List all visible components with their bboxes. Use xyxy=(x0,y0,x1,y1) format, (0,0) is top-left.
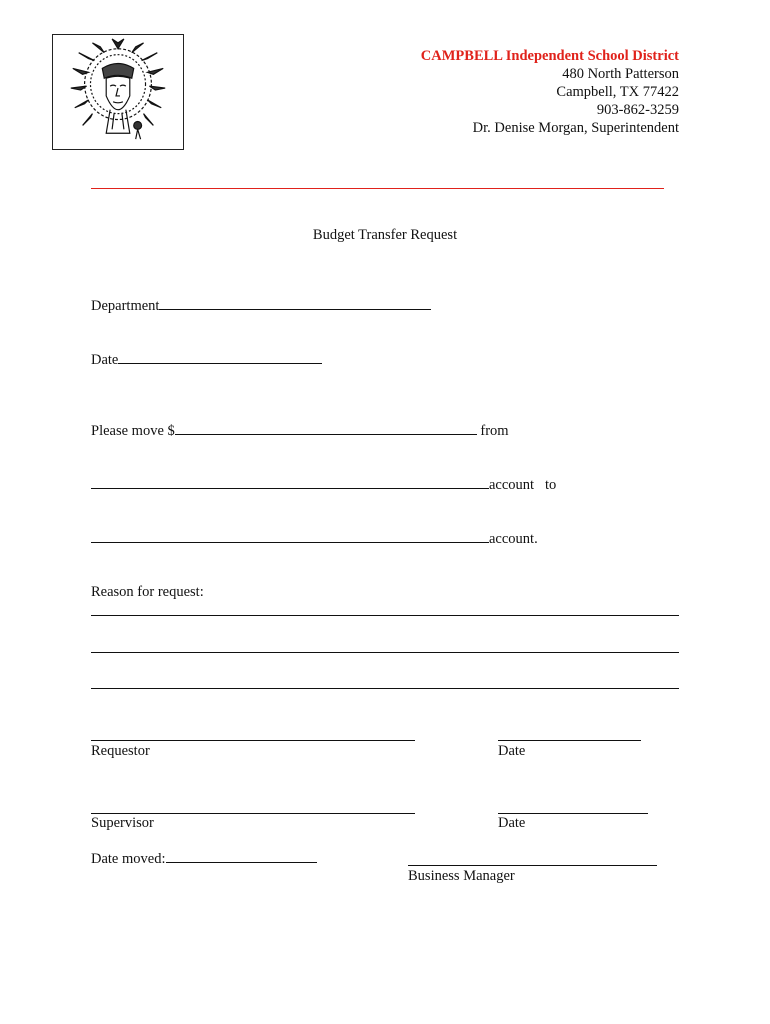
amount-row xyxy=(91,422,509,440)
supervisor-signature-line[interactable] xyxy=(91,813,415,814)
district-city: Campbell, TX 77422 xyxy=(556,84,679,100)
to-account-row xyxy=(91,530,538,548)
business-manager-label: Business Manager xyxy=(408,868,515,884)
reason-line-2[interactable] xyxy=(91,652,679,653)
supervisor-date-label: Date xyxy=(498,815,526,831)
account-to-label: account to xyxy=(489,477,557,493)
business-manager-signature-line[interactable] xyxy=(408,865,657,866)
district-address: 480 North Patterson xyxy=(562,66,679,82)
header-divider xyxy=(91,188,664,189)
to-account-field[interactable] xyxy=(91,530,489,543)
amount-field[interactable] xyxy=(175,422,477,435)
requestor-label: Requestor xyxy=(91,743,150,759)
department-field[interactable] xyxy=(159,297,431,310)
requestor-date-label: Date xyxy=(498,743,526,759)
account-end-label: account. xyxy=(489,531,538,547)
supervisor-label: Supervisor xyxy=(91,815,154,831)
district-superintendent: Dr. Denise Morgan, Superintendent xyxy=(472,120,679,136)
district-name: CAMPBELL Independent School District xyxy=(420,48,679,64)
district-phone: 903-862-3259 xyxy=(596,102,679,118)
from-account-row xyxy=(91,476,556,494)
chief-headdress-icon xyxy=(52,34,184,150)
from-account-field[interactable] xyxy=(91,476,489,489)
date-row xyxy=(91,351,322,369)
move-label: Please move $ xyxy=(91,423,175,439)
form-title: Budget Transfer Request xyxy=(312,227,458,243)
requestor-date-line[interactable] xyxy=(498,740,641,741)
date-field[interactable] xyxy=(118,351,322,364)
district-header xyxy=(421,47,679,137)
requestor-signature-line[interactable] xyxy=(91,740,415,741)
reason-label: Reason for request: xyxy=(91,584,204,600)
from-label: from xyxy=(480,423,509,439)
supervisor-date-line[interactable] xyxy=(498,813,648,814)
reason-line-3[interactable] xyxy=(91,688,679,689)
date-moved-row xyxy=(91,850,317,868)
date-label: Date xyxy=(91,352,119,368)
date-moved-field[interactable] xyxy=(166,850,317,863)
reason-line-1[interactable] xyxy=(91,615,679,616)
department-label: Department xyxy=(91,298,160,314)
department-row xyxy=(91,297,431,315)
date-moved-label: Date moved: xyxy=(91,851,166,867)
